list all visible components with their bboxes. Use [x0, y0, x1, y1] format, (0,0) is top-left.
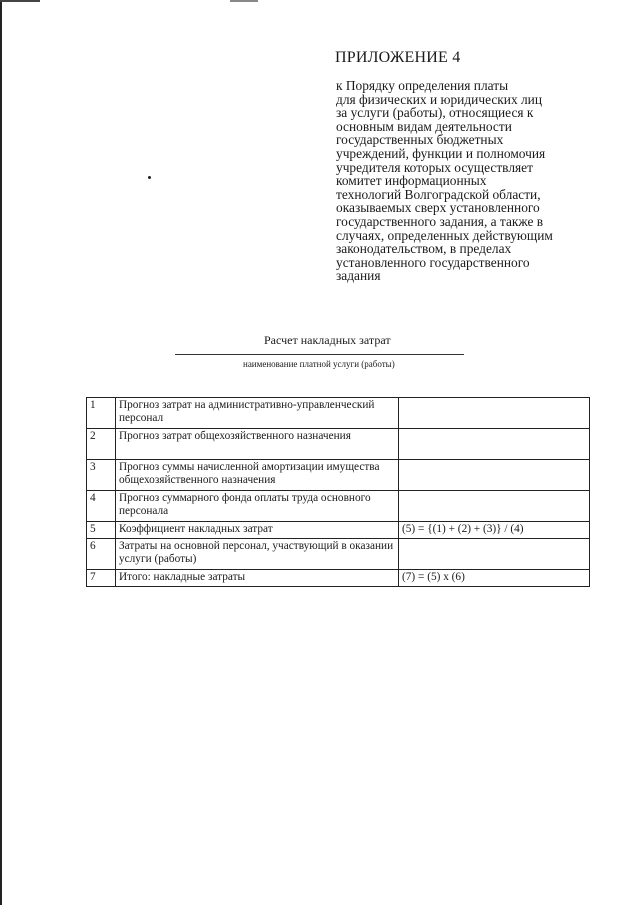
- annex-line: технологий Волгоградской области,: [336, 186, 541, 202]
- row-number: 6: [87, 539, 116, 570]
- row-number: 3: [87, 460, 116, 491]
- service-name-caption: наименование платной услуги (работы): [243, 359, 395, 369]
- table-row: [87, 429, 590, 460]
- page-left-edge: [0, 0, 2, 905]
- row-formula: (5) = {(1) + (2) + (3)} / (4): [399, 522, 590, 539]
- row-number: 2: [87, 429, 116, 460]
- row-formula: [399, 398, 590, 429]
- service-name-line: [175, 354, 464, 355]
- scan-speck: [148, 176, 151, 179]
- row-number: 4: [87, 491, 116, 522]
- row-number: 5: [87, 522, 116, 539]
- annex-title: ПРИЛОЖЕНИЕ 4: [335, 49, 461, 66]
- annex-line: основным видам деятельности: [336, 118, 512, 134]
- annex-line: государственного задания, а также в: [336, 213, 544, 229]
- row-name: Итого: накладные затраты: [116, 570, 399, 587]
- annex-line: к Порядку определения платы: [336, 78, 509, 93]
- row-name: Прогноз суммы начисленной амортизации имущества общехозяйственного назначения: [116, 460, 399, 491]
- table-row: [87, 460, 590, 491]
- row-formula: [399, 491, 590, 522]
- annex-description: [336, 79, 586, 283]
- table-row: [87, 522, 590, 539]
- row-name: Прогноз затрат на административно-управленческий персонал: [116, 398, 399, 429]
- table-row: [87, 570, 590, 587]
- annex-line: для физических и юридических лиц: [336, 91, 543, 107]
- annex-line: комитет информационных: [336, 173, 487, 189]
- annex-line: установленного государственного: [336, 254, 530, 270]
- row-number: 7: [87, 570, 116, 587]
- row-number: 1: [87, 398, 116, 429]
- row-name: Затраты на основной персонал, участвующий в оказании услуги (работы): [116, 539, 399, 570]
- annex-line: случаях, определенных действующим: [336, 227, 553, 243]
- row-formula: [399, 460, 590, 491]
- row-formula: (7) = (5) х (6): [399, 570, 590, 587]
- annex-line: оказываемых сверх установленного: [336, 200, 540, 216]
- annex-line: задания: [336, 268, 381, 284]
- row-formula: [399, 539, 590, 570]
- row-formula: [399, 429, 590, 460]
- annex-line: государственных бюджетных: [336, 132, 504, 148]
- annex-line: учредителя которых осуществляет: [336, 159, 533, 175]
- scan-mark: [0, 0, 40, 2]
- annex-line: за услуги (работы), относящиеся к: [336, 105, 534, 121]
- scan-mark: [230, 0, 258, 2]
- table-row: [87, 491, 590, 522]
- row-name: Коэффициент накладных затрат: [116, 522, 399, 539]
- table-row: [87, 398, 590, 429]
- annex-line: законодательством, в пределах: [336, 241, 512, 257]
- row-name: Прогноз суммарного фонда оплаты труда основного персонала: [116, 491, 399, 522]
- annex-line: учреждений, функции и полномочия: [336, 145, 546, 161]
- calculation-table: [86, 397, 590, 587]
- table-row: [87, 539, 590, 570]
- calculation-title: Расчет накладных затрат: [264, 333, 391, 347]
- row-name: Прогноз затрат общехозяйственного назначения: [116, 429, 399, 460]
